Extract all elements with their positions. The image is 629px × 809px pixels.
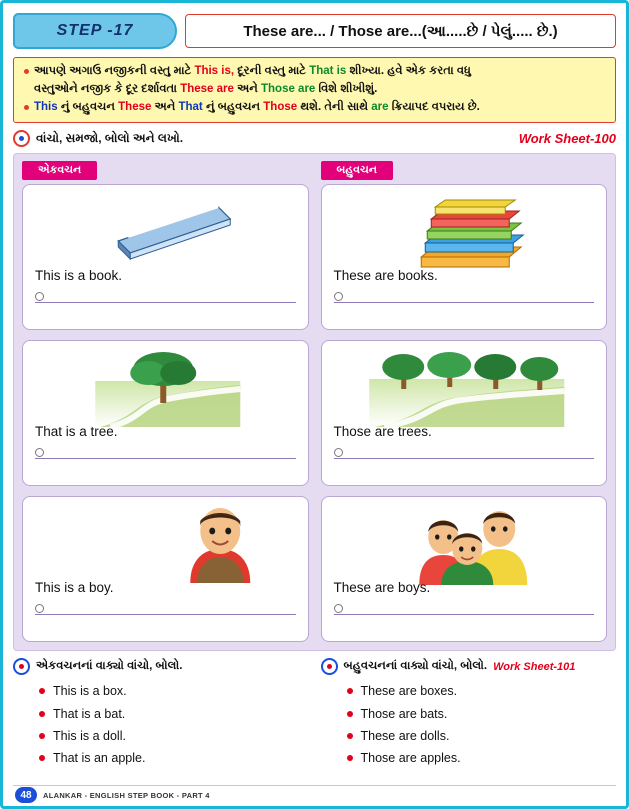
column-headers	[22, 160, 607, 180]
boys-icon	[322, 501, 607, 585]
card-singular-tree	[22, 340, 309, 486]
note-text: વિશે શીખીશું.	[315, 82, 378, 95]
singular-tag: એકવચન	[22, 161, 97, 180]
lesson-title-box	[185, 14, 616, 48]
singular-practice-heading: એકવચનનાં વાક્યો વાંચો, બોલો.	[36, 660, 183, 673]
note-highlight-this: This	[34, 100, 58, 113]
note-line-2	[22, 81, 607, 99]
card-singular-book	[22, 184, 309, 330]
boy-icon	[23, 501, 308, 585]
card-plural-trees	[321, 340, 608, 486]
book-icon	[23, 189, 308, 273]
tree-icon	[23, 345, 308, 429]
note-line-1	[22, 63, 607, 81]
note-text: અને	[151, 100, 179, 113]
writing-line[interactable]	[35, 458, 296, 459]
books-stack-icon	[322, 189, 607, 273]
concept-note	[13, 57, 616, 123]
plural-column-header	[321, 160, 608, 180]
practice-section	[13, 658, 616, 769]
trees-icon	[322, 345, 607, 429]
footer-divider	[13, 785, 616, 786]
instruction-row	[13, 130, 616, 147]
card-sentence: These are boys.	[333, 580, 431, 596]
instruction-text: વાંચો, સમજો, બોલો અને લખો.	[36, 131, 184, 146]
note-line-3	[22, 99, 607, 117]
bullet-icon	[13, 130, 30, 147]
writing-line[interactable]	[334, 458, 595, 459]
note-text: વસ્તુઓને નજીક કે દૂર દર્શાવતા	[34, 82, 181, 95]
step-badge	[13, 13, 177, 49]
card-plural-boys	[321, 496, 608, 642]
plural-practice-heading: બહુવચનનાં વાક્યો વાંચો, બોલો.	[343, 660, 488, 673]
note-text: અને	[233, 82, 261, 95]
list-item: This is a doll.	[39, 725, 309, 747]
card-sentence: That is a tree.	[35, 424, 118, 440]
note-text: નું બહુવચન	[57, 100, 119, 113]
writing-line[interactable]	[35, 614, 296, 615]
write-marker-icon	[35, 448, 44, 457]
step-label: STEP -17	[56, 22, 134, 39]
card-singular-boy	[22, 496, 309, 642]
bullet-icon	[13, 658, 30, 675]
page-header	[13, 11, 616, 51]
singular-practice-list	[39, 680, 309, 769]
note-highlight-this-is: This is,	[194, 65, 235, 77]
page-number: 48	[15, 787, 37, 803]
list-item: That is a bat.	[39, 703, 309, 725]
page-title: These are... / Those are...(આ.....છે / પેલું..... છે.)	[243, 22, 558, 40]
note-text: ક્રિયાપદ વપરાય છે.	[388, 100, 480, 113]
singular-practice-header	[13, 658, 309, 675]
list-item: This is a box.	[39, 680, 309, 702]
writing-line[interactable]	[35, 302, 296, 303]
card-plural-books	[321, 184, 608, 330]
worksheet-label: Work Sheet-100	[518, 131, 616, 147]
plural-column	[321, 184, 608, 642]
plural-practice-worksheet: Work Sheet-101	[493, 660, 576, 673]
singular-column	[22, 184, 309, 642]
write-marker-icon	[35, 604, 44, 613]
plural-practice-header	[321, 658, 617, 675]
plural-practice-list	[347, 680, 617, 769]
note-highlight-those-are: Those are	[261, 82, 316, 95]
plural-practice	[321, 658, 617, 769]
write-marker-icon	[334, 604, 343, 613]
note-text: દૂરની વસ્તુ માટે	[234, 65, 310, 77]
examples-grid	[22, 184, 607, 642]
list-item: Those are bats.	[347, 703, 617, 725]
card-sentence: Those are trees.	[333, 424, 432, 440]
note-highlight-those: Those	[263, 100, 298, 113]
page-footer	[3, 787, 626, 803]
writing-line[interactable]	[334, 614, 595, 615]
card-sentence: These are books.	[333, 268, 438, 284]
singular-column-header	[22, 160, 309, 180]
note-highlight-these: These	[118, 100, 152, 113]
note-highlight-that-is: That is	[309, 65, 347, 77]
write-marker-icon	[334, 448, 343, 457]
note-highlight-that: That	[178, 100, 203, 113]
bullet-icon	[321, 658, 338, 675]
note-highlight-are: are	[371, 100, 389, 113]
list-item: These are boxes.	[347, 680, 617, 702]
singular-practice	[13, 658, 309, 769]
list-item: That is an apple.	[39, 747, 309, 769]
card-sentence: This is a book.	[35, 268, 123, 284]
note-text: નું બહુવચન	[202, 100, 264, 113]
write-marker-icon	[334, 292, 343, 301]
note-highlight-these-are: These are	[180, 82, 234, 95]
note-text: શીખ્યા. હવે એક કરતા વધુ	[346, 65, 471, 77]
list-item: Those are apples.	[347, 747, 617, 769]
writing-line[interactable]	[334, 302, 595, 303]
card-sentence: This is a boy.	[35, 580, 114, 596]
plural-tag: બહુવચન	[321, 161, 394, 180]
book-title: ALANKAR - ENGLISH STEP BOOK - PART 4	[43, 790, 210, 800]
examples-panel	[13, 153, 616, 651]
write-marker-icon	[35, 292, 44, 301]
note-text: આપણે અગાઉ નજીકની વસ્તુ માટે	[34, 65, 195, 77]
list-item: These are dolls.	[347, 725, 617, 747]
note-text: થશે. તેની સાથે	[297, 100, 372, 113]
